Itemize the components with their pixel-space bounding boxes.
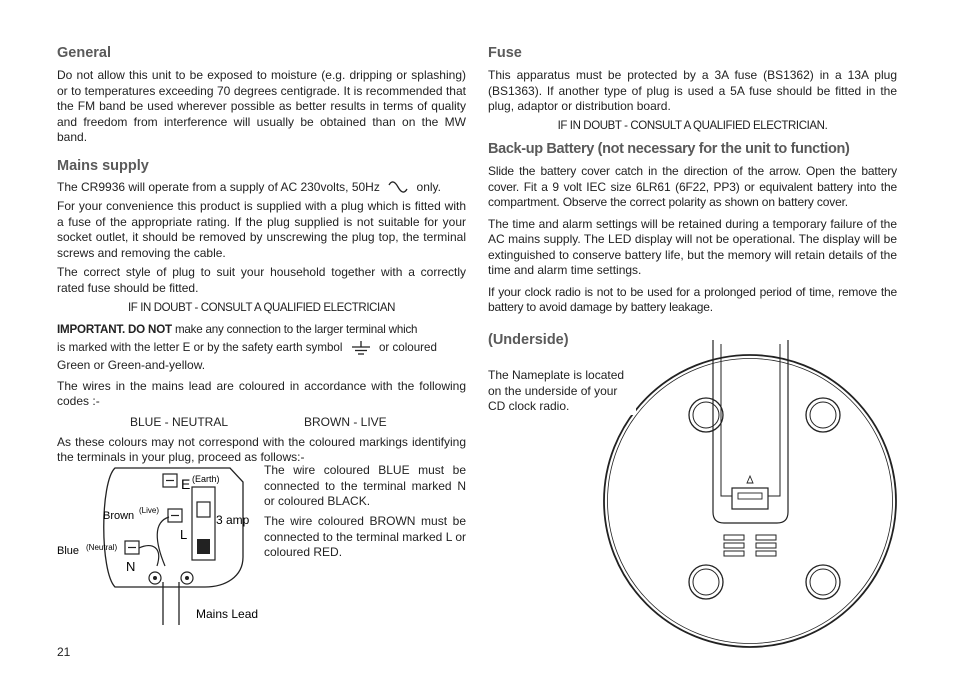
important-line-2 (57, 340, 466, 356)
vent-slots-right (756, 535, 776, 556)
important-text-c: Green or Green-and-yellow. (57, 358, 206, 372)
plug-outline (104, 468, 243, 587)
rubber-foot-bottom-left (689, 565, 723, 599)
ac-sine-icon (387, 180, 409, 194)
mains-voltage-line (57, 180, 466, 196)
nameplate-text: The Nameplate is located on the underside of your CD clock radio. (488, 368, 636, 415)
neutral-label: (Neutral) (86, 543, 118, 552)
blue-label: Blue (57, 545, 80, 557)
fuse-text: This apparatus must be protected by a 3A fuse (BS1362) in a 13A plug (BS1363). If another type of plug is used a 5A fuse should be fitted in the plug, adaptor or distribution board. (488, 68, 897, 113)
important-text-a: make any connection to the larger terminal which (174, 322, 418, 336)
neutral-terminal-label: N (126, 559, 136, 574)
plug-style-text: The correct style of plug to suit your household together with a correctly rated fuse should be fitted. (57, 265, 466, 295)
rubber-foot-bottom-right (806, 565, 840, 599)
battery-cover-catch (732, 488, 768, 509)
page-number: 21 (57, 645, 71, 659)
vent-slots-left (724, 535, 744, 556)
mains-supply-heading: Mains supply (57, 157, 149, 174)
arrow-mark (747, 476, 753, 483)
right-column (488, 44, 897, 349)
general-heading: General (57, 45, 111, 61)
wires-text: The wires in the mains lead are coloured in accordance with the following codes :- (57, 378, 466, 408)
backup-battery-p3: If your clock radio is not to be used for a prolonged period of time, remove the battery to avoid damage by battery leakage. (488, 284, 897, 314)
code-blue: BLUE - NEUTRAL (130, 414, 229, 429)
important-text-b2: or coloured (378, 341, 437, 355)
backup-battery-heading: Back-up Battery (not necessary for the unit to function) (488, 141, 850, 157)
fuse-top (197, 502, 210, 517)
rubber-foot-top-left (689, 398, 723, 432)
mains-voltage-only: only. (416, 179, 441, 194)
earth-label: (Earth) (192, 474, 220, 484)
colour-codes (57, 415, 466, 431)
doubt-warning-2: IF IN DOUBT - CONSULT A QUALIFIED ELECTRICIAN. (557, 119, 828, 132)
brown-wire-instruction: The wire coloured BROWN must be connected to the terminal marked L or coloured RED. (264, 514, 466, 559)
backup-battery-p2: The time and alarm settings will be retained during a temporary failure of the AC mains supply. The LED display will not be operational. The display will be extinguished to conserve battery life, but the memory will retain details of the time and alarm time settings. (488, 216, 897, 277)
colours-text: As these colours may not correspond with the coloured markings identifying the terminals in your plug, proceed as follows:- (57, 434, 466, 464)
mains-voltage-text: The CR9936 will operate from a supply of AC 230volts, 50Hz (57, 179, 380, 194)
rubber-foot-top-right (806, 398, 840, 432)
general-text: Do not allow this unit to be exposed to moisture (e.g. dripping or splashing) or to temperatures exceeding 70 degrees centigrade. It is recommended that the FM band be used wherever possible as better results in terms of quality and freedom from interference will usually be obtained than on the MW band. (57, 68, 466, 144)
fuse-heading: Fuse (488, 45, 522, 61)
plug-info-text: For your convenience this product is supplied with a plug which is fitted with a fuse of the appropriate rating. If the plug supplied is not suitable for your socket outlet, it should be removed by unscrewing the plug top, the terminal screws and removing the cable. (57, 199, 466, 260)
blue-wire (139, 546, 159, 566)
left-column (57, 44, 466, 466)
important-text-b1: is marked with the letter E or by the safety earth symbol (57, 341, 343, 355)
underside-heading: (Underside) (488, 331, 569, 348)
fuse-rating-label: 3 amp (216, 513, 250, 527)
live-terminal-label: L (180, 527, 188, 542)
earth-symbol-icon (350, 340, 372, 356)
blue-wire-instruction: The wire coloured BLUE must be connected to the terminal marked N or coloured BLACK. (264, 463, 466, 508)
battery-cover (721, 344, 780, 496)
important-line-1 (57, 322, 466, 338)
backup-battery-p1: Slide the battery cover catch in the direction of the arrow. Open the battery cover. Fit a 9 volt IEC size 6LR61 (6F22, PP3) or equivalent battery into the compartment. Observe the correct polarity as shown on battery cover. (488, 164, 897, 209)
live-label: (Live) (139, 506, 160, 515)
code-brown: BROWN - LIVE (304, 414, 387, 429)
fuse-bottom (197, 539, 210, 554)
mains-lead (163, 582, 179, 625)
doubt-warning-1: IF IN DOUBT - CONSULT A QUALIFIED ELECTRICIAN (128, 302, 395, 314)
brown-label: Brown (103, 510, 135, 522)
earth-terminal-label: E (181, 476, 191, 492)
mains-lead-label: Mains Lead (196, 607, 259, 621)
important-label: IMPORTANT. DO NOT (57, 322, 172, 336)
underside-diagram (600, 330, 900, 665)
plug-wiring-diagram (55, 462, 270, 632)
